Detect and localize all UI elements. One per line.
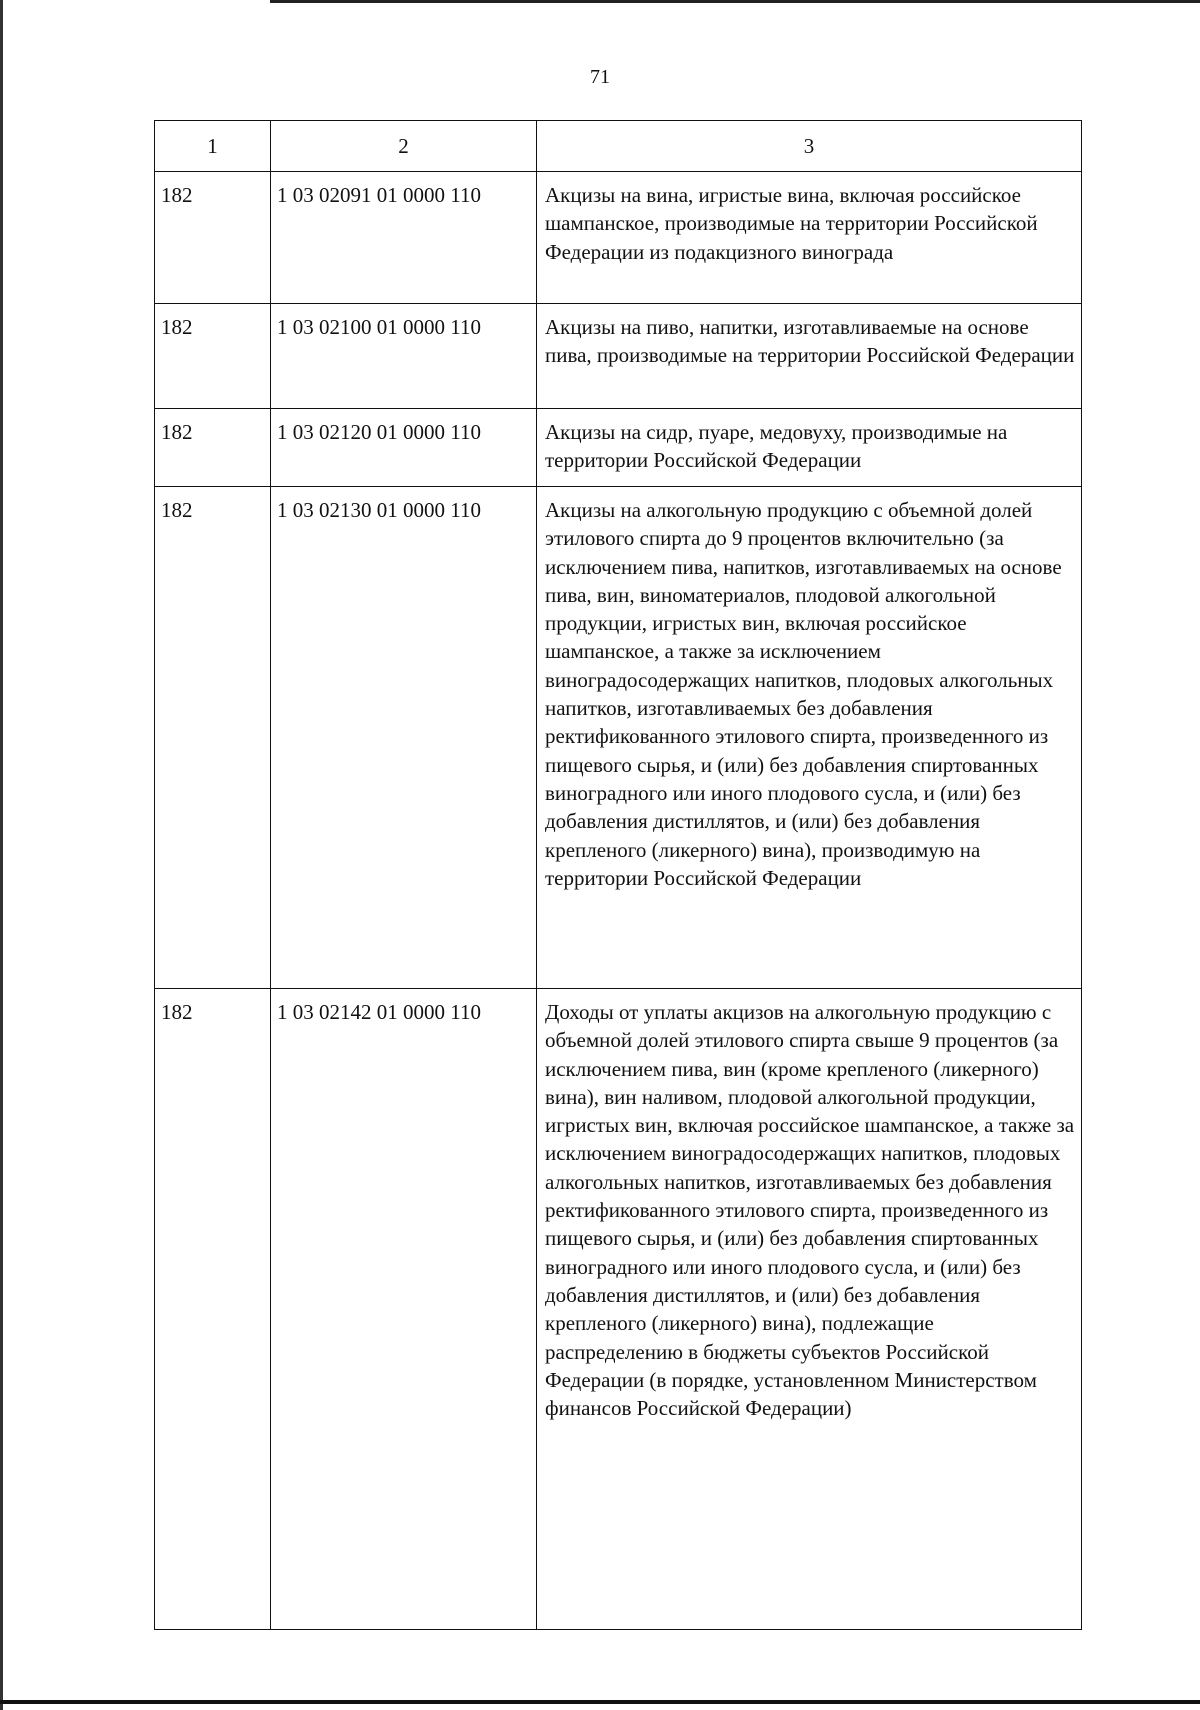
admin-code-cell: 182 xyxy=(155,989,271,1630)
description-cell: Акцизы на алкогольную продукцию с объемной долей этилового спирта до 9 процентов включительно (за исключением пива, напитков, изготавливаемых на основе пива, вин, виноматериалов, плодовой алкогольной продукции, игристых вин, включая российское шампанское, а также за исключением виноградосодержащих напитков, плодовых алкогольных напитков, изготавливаемых без добавления ректификованного этилового спирта, произведенного из пищевого сырья, и (или) без добавления спиртованных виноградного или иного плодового сусла, и (или) без добавления дистиллятов, и (или) без добавления крепленого (ликерного) вина), производимую на территории Российской Федерации xyxy=(537,487,1082,989)
column-header-1: 1 xyxy=(155,121,271,172)
budget-code-cell: 1 03 02100 01 0000 110 xyxy=(271,304,537,409)
column-header-3: 3 xyxy=(537,121,1082,172)
budget-code-cell: 1 03 02142 01 0000 110 xyxy=(271,989,537,1630)
page-number: 71 xyxy=(590,66,610,88)
budget-code-cell: 1 03 02130 01 0000 110 xyxy=(271,487,537,989)
table-row xyxy=(155,304,1082,409)
bottom-scan-edge xyxy=(0,1700,1200,1704)
table-row xyxy=(155,487,1082,989)
table-row xyxy=(155,409,1082,487)
table-row xyxy=(155,989,1082,1630)
admin-code-cell: 182 xyxy=(155,172,271,304)
admin-code-cell: 182 xyxy=(155,487,271,989)
description-cell: Акцизы на пиво, напитки, изготавливаемые на основе пива, производимые на территории Российской Федерации xyxy=(537,304,1082,409)
table-header-row xyxy=(155,121,1082,172)
description-cell: Доходы от уплаты акцизов на алкогольную продукцию с объемной долей этилового спирта свыше 9 процентов (за исключением пива, вин (кроме крепленого (ликерного) вина), вин наливом, плодовой алкогольной продукции, игристых вин, включая российское шампанское, а также за исключением виноградосодержащих напитков, плодовых алкогольных напитков, изготавливаемых без добавления ректификованного этилового спирта, произведенного из пищевого сырья, и (или) без добавления спиртованных виноградного или иного плодового сусла, и (или) без добавления дистиллятов, и (или) без добавления крепленого (ликерного) вина), подлежащие распределению в бюджеты субъектов Российской Федерации (в порядке, установленном Министерством финансов Российской Федерации) xyxy=(537,989,1082,1630)
budget-code-cell: 1 03 02120 01 0000 110 xyxy=(271,409,537,487)
top-scan-edge xyxy=(270,0,1200,3)
admin-code-cell: 182 xyxy=(155,304,271,409)
table-row xyxy=(155,172,1082,304)
description-cell: Акцизы на сидр, пуаре, медовуху, производимые на территории Российской Федерации xyxy=(537,409,1082,487)
description-cell: Акцизы на вина, игристые вина, включая российское шампанское, производимые на территории Российской Федерации из подакцизного винограда xyxy=(537,172,1082,304)
revenue-codes-table xyxy=(154,120,1082,1630)
left-scan-edge xyxy=(0,0,3,1710)
column-header-2: 2 xyxy=(271,121,537,172)
admin-code-cell: 182 xyxy=(155,409,271,487)
budget-code-cell: 1 03 02091 01 0000 110 xyxy=(271,172,537,304)
